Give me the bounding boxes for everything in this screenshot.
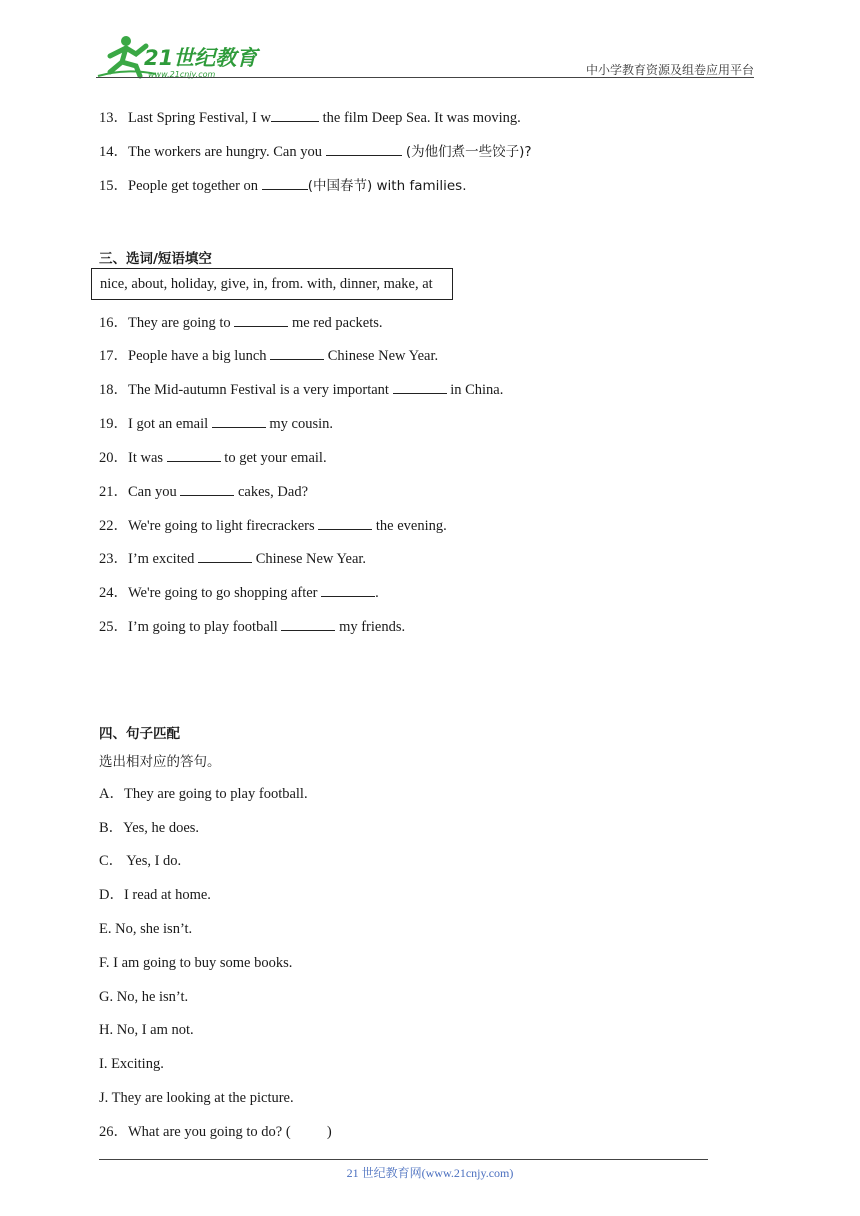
option-d: D．I read at home. xyxy=(99,887,211,903)
answer-blank[interactable] xyxy=(270,345,324,360)
section-3-heading: 三、选词/短语填空 xyxy=(99,251,212,267)
question-number: 24． xyxy=(99,585,128,601)
answer-blank[interactable] xyxy=(271,107,319,122)
answer-blank[interactable] xyxy=(180,481,234,496)
question-23 xyxy=(99,548,366,568)
question-24 xyxy=(99,582,379,602)
question-text-tail: Chinese New Year. xyxy=(252,551,367,567)
question-text-tail: to get your email. xyxy=(220,450,327,466)
answer-blank[interactable] xyxy=(262,175,308,190)
option-e: E. No, she isn’t. xyxy=(99,921,193,937)
question-text-tail: in China. xyxy=(446,382,504,398)
question-text: I got an email xyxy=(128,416,212,432)
question-text: I’m excited xyxy=(128,551,199,567)
word-bank-box: nice, about, holiday, give, in, from. with, dinner, make, at xyxy=(91,268,453,300)
question-number: 22． xyxy=(99,518,128,534)
question-text-tail: the film Deep Sea. It was moving. xyxy=(318,110,521,126)
option-b: B．Yes, he does. xyxy=(99,820,200,836)
section-4-instruction: 选出相对应的答句。 xyxy=(99,754,221,770)
question-22 xyxy=(99,515,447,535)
question-14 xyxy=(99,141,532,161)
question-25 xyxy=(99,616,405,636)
question-text-tail: me red packets. xyxy=(288,315,383,331)
question-26: 26．What are you going to do? ( ) xyxy=(99,1124,332,1140)
header-platform-name: 中小学教育资源及组卷应用平台 xyxy=(585,63,754,77)
option-g: G. No, he isn’t. xyxy=(99,989,189,1005)
answer-blank[interactable] xyxy=(167,447,221,462)
option-h: H. No, I am not. xyxy=(99,1022,194,1038)
question-text-tail: my friends. xyxy=(335,619,406,635)
option-j: J. They are looking at the picture. xyxy=(99,1090,294,1106)
question-number: 19． xyxy=(99,416,128,432)
header-divider xyxy=(96,77,754,78)
question-20 xyxy=(99,447,327,467)
answer-blank[interactable] xyxy=(198,548,252,563)
question-number: 20． xyxy=(99,450,128,466)
answer-blank[interactable] xyxy=(321,582,375,597)
question-text-tail: the evening. xyxy=(372,518,447,534)
question-16 xyxy=(99,312,383,332)
question-text: I’m going to play football xyxy=(128,619,282,635)
section-4-heading: 四、句子匹配 xyxy=(99,726,180,742)
question-number: 21． xyxy=(99,484,128,500)
footer-divider xyxy=(99,1159,708,1160)
question-text: People get together on xyxy=(128,178,262,194)
question-number: 17． xyxy=(99,348,128,364)
question-text: People have a big lunch xyxy=(128,348,271,364)
question-18 xyxy=(99,379,503,399)
question-text: Last Spring Festival, I w xyxy=(128,110,271,126)
svg-text:21世纪教育: 21世纪教育 xyxy=(144,46,258,70)
option-a: A．They are going to play football. xyxy=(99,786,308,802)
question-text: We're going to light firecrackers xyxy=(128,518,319,534)
question-text-tail: . xyxy=(375,585,379,601)
svg-text:www.21cnjy.com: www.21cnjy.com xyxy=(148,70,216,79)
question-number: 18． xyxy=(99,382,128,398)
option-f: F. I am going to buy some books. xyxy=(99,955,293,971)
question-number: 25． xyxy=(99,619,128,635)
question-text: The Mid-autumn Festival is a very important xyxy=(128,382,393,398)
question-15 xyxy=(99,175,467,195)
answer-blank[interactable] xyxy=(393,379,447,394)
option-i: I. Exciting. xyxy=(99,1056,164,1072)
question-19 xyxy=(99,413,333,433)
question-number: 23． xyxy=(99,551,128,567)
site-logo xyxy=(96,32,266,80)
question-21 xyxy=(99,481,308,501)
question-text-tail: (中国春节) with families. xyxy=(307,178,467,194)
answer-blank[interactable] xyxy=(318,515,372,530)
question-text: It was xyxy=(128,450,167,466)
footer-site-link[interactable]: 21 世纪教育网(www.21cnjy.com) xyxy=(346,1166,514,1180)
question-text-tail: my cousin. xyxy=(265,416,334,432)
question-number: 15． xyxy=(99,178,128,194)
runner-logo-icon xyxy=(96,32,266,80)
question-number: 16． xyxy=(99,315,128,331)
question-text: They are going to xyxy=(128,315,235,331)
answer-blank[interactable] xyxy=(212,413,266,428)
answer-blank[interactable] xyxy=(234,312,288,327)
answer-blank[interactable] xyxy=(326,141,402,156)
question-text-tail: Chinese New Year. xyxy=(324,348,439,364)
question-text: Can you xyxy=(128,484,181,500)
answer-blank[interactable] xyxy=(281,616,335,631)
question-13 xyxy=(99,107,521,127)
option-c: C． Yes, I do. xyxy=(99,853,182,869)
question-number: 14． xyxy=(99,144,128,160)
question-number: 13． xyxy=(99,110,128,126)
question-text: The workers are hungry. Can you xyxy=(128,144,326,160)
question-17 xyxy=(99,345,438,365)
question-text-tail: (为他们煮一些饺子)? xyxy=(401,144,532,160)
question-text-tail: cakes, Dad? xyxy=(234,484,309,500)
question-text: We're going to go shopping after xyxy=(128,585,322,601)
